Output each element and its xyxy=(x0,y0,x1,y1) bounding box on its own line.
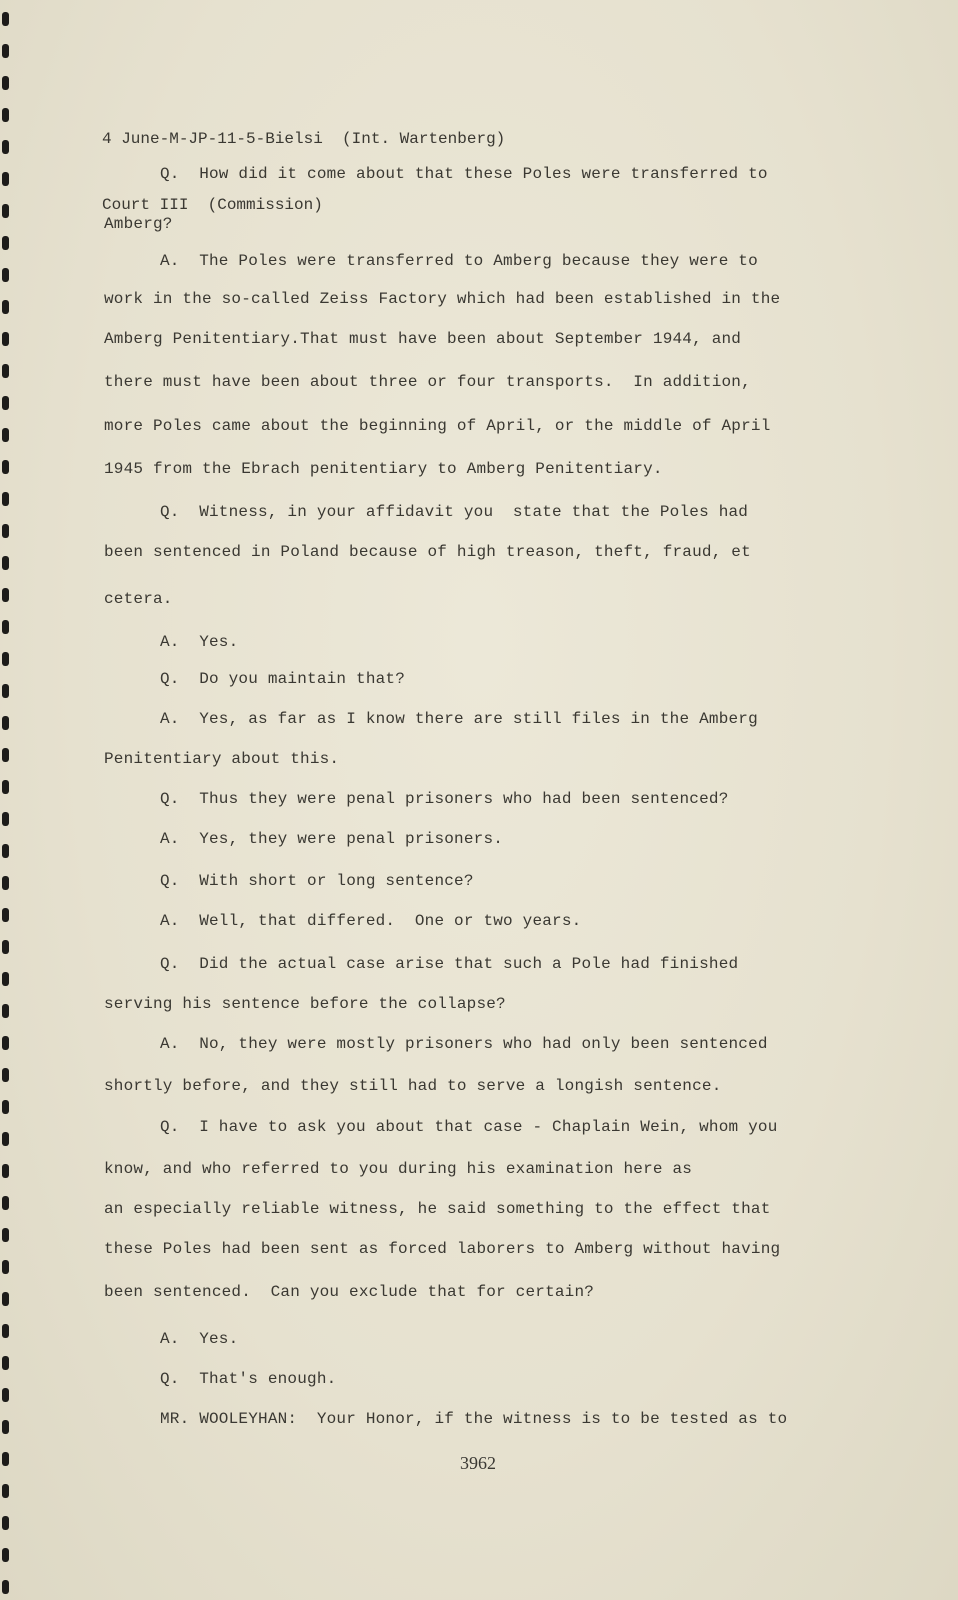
binder-hole xyxy=(2,1068,9,1082)
transcript-line: Amberg Penitentiary.That must have been about September 1944, and xyxy=(104,330,742,348)
transcript-line: these Poles had been sent as forced laborers to Amberg without having xyxy=(104,1240,781,1258)
transcript-line: shortly before, and they still had to serve a longish sentence. xyxy=(104,1077,722,1095)
binder-hole xyxy=(2,236,9,250)
binder-hole xyxy=(2,332,9,346)
binder-hole xyxy=(2,1132,9,1146)
binder-hole xyxy=(2,1292,9,1306)
binder-hole xyxy=(2,1100,9,1114)
transcript-line: MR. WOOLEYHAN: Your Honor, if the witness is to be tested as to xyxy=(160,1410,788,1428)
binder-hole xyxy=(2,76,9,90)
transcript-line: know, and who referred to you during his examination here as xyxy=(104,1160,693,1178)
header-line-1: 4 June-M-JP-11-5-Bielsi (Int. Wartenberg) xyxy=(102,130,506,148)
binder-hole xyxy=(2,1196,9,1210)
binder-hole xyxy=(2,492,9,506)
transcript-line: more Poles came about the beginning of April, or the middle of April xyxy=(104,417,771,435)
binder-holes xyxy=(0,0,16,1600)
binder-hole xyxy=(2,1452,9,1466)
binder-hole xyxy=(2,876,9,890)
binder-hole xyxy=(2,428,9,442)
binder-hole xyxy=(2,1036,9,1050)
transcript-line: Q. Do you maintain that? xyxy=(160,670,406,688)
binder-hole xyxy=(2,204,9,218)
binder-hole xyxy=(2,844,9,858)
transcript-line: an especially reliable witness, he said something to the effect that xyxy=(104,1200,771,1218)
binder-hole xyxy=(2,1388,9,1402)
binder-hole xyxy=(2,620,9,634)
transcript-line: A. Yes, as far as I know there are still files in the Amberg xyxy=(160,710,758,728)
binder-hole xyxy=(2,1164,9,1178)
transcript-line: Q. How did it come about that these Poles were transferred to xyxy=(160,165,768,183)
binder-hole xyxy=(2,748,9,762)
transcript-line: Q. Thus they were penal prisoners who had been sentenced? xyxy=(160,790,729,808)
transcript-line: Q. I have to ask you about that case - Chaplain Wein, whom you xyxy=(160,1118,778,1136)
binder-hole xyxy=(2,108,9,122)
binder-hole xyxy=(2,1324,9,1338)
binder-hole xyxy=(2,1228,9,1242)
binder-hole xyxy=(2,972,9,986)
binder-hole xyxy=(2,652,9,666)
binder-hole xyxy=(2,1484,9,1498)
binder-hole xyxy=(2,940,9,954)
binder-hole xyxy=(2,588,9,602)
binder-hole xyxy=(2,780,9,794)
transcript-line: A. Well, that differed. One or two years. xyxy=(160,912,582,930)
header-line-2: Court III (Commission) xyxy=(102,196,323,214)
binder-hole xyxy=(2,140,9,154)
binder-hole xyxy=(2,812,9,826)
binder-hole xyxy=(2,1260,9,1274)
binder-hole xyxy=(2,1420,9,1434)
transcript-line: cetera. xyxy=(104,590,173,608)
page-number: 3962 xyxy=(460,1453,496,1473)
transcript-line: work in the so-called Zeiss Factory which had been established in the xyxy=(104,290,781,308)
transcript-line: A. Yes. xyxy=(160,1330,239,1348)
transcript-line: Q. With short or long sentence? xyxy=(160,872,474,890)
binder-hole xyxy=(2,908,9,922)
transcript-line: A. Yes. xyxy=(160,633,239,651)
binder-hole xyxy=(2,364,9,378)
transcript-line: A. No, they were mostly prisoners who had only been sentenced xyxy=(160,1035,768,1053)
binder-hole xyxy=(2,44,9,58)
binder-hole xyxy=(2,396,9,410)
binder-hole xyxy=(2,684,9,698)
transcript-line: A. Yes, they were penal prisoners. xyxy=(160,830,504,848)
binder-hole xyxy=(2,1548,9,1562)
transcript-line: Q. Did the actual case arise that such a Pole had finished xyxy=(160,955,739,973)
binder-hole xyxy=(2,172,9,186)
binder-hole xyxy=(2,524,9,538)
transcript-line: serving his sentence before the collapse? xyxy=(104,995,506,1013)
binder-hole xyxy=(2,268,9,282)
binder-hole xyxy=(2,716,9,730)
transcript-line: there must have been about three or four transports. In addition, xyxy=(104,373,751,391)
transcript-line: been sentenced. Can you exclude that for certain? xyxy=(104,1283,595,1301)
transcript-line: Q. That's enough. xyxy=(160,1370,337,1388)
binder-hole xyxy=(2,300,9,314)
transcript-line: Q. Witness, in your affidavit you state that the Poles had xyxy=(160,503,749,521)
binder-hole xyxy=(2,12,9,26)
transcript-line: Penitentiary about this. xyxy=(104,750,340,768)
binder-hole xyxy=(2,1580,9,1594)
binder-hole xyxy=(2,460,9,474)
binder-hole xyxy=(2,1004,9,1018)
binder-hole xyxy=(2,1356,9,1370)
transcript-line: 1945 from the Ebrach penitentiary to Amberg Penitentiary. xyxy=(104,460,663,478)
binder-hole xyxy=(2,1516,9,1530)
binder-hole xyxy=(2,556,9,570)
transcript-line: A. The Poles were transferred to Amberg because they were to xyxy=(160,252,758,270)
transcript-line: Amberg? xyxy=(104,215,173,233)
transcript-line: been sentenced in Poland because of high treason, theft, fraud, et xyxy=(104,543,751,561)
